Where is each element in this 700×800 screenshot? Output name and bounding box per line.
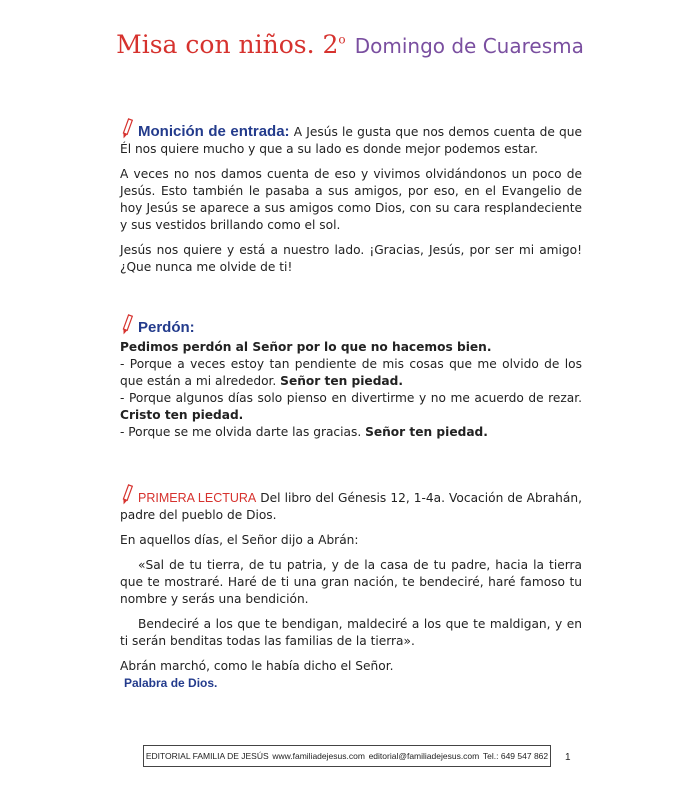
perdon-section	[120, 314, 582, 441]
pencil-icon	[120, 314, 134, 336]
footer-web[interactable]: www.familiadejesus.com	[272, 751, 365, 761]
palabra-de-dios: Palabra de Dios.	[124, 676, 218, 690]
monicion-p3: Jesús nos quiere y está a nuestro lado. ¡Gracias, Jesús, por ser mi amigo! ¿Que nunca me olvide de ti!	[120, 243, 582, 274]
monicion-heading: Monición de entrada:	[138, 123, 290, 140]
monicion-p1: A Jesús le gusta que nos demos cuenta de que Él nos quiere mucho y que a su lado es donde mejor podemos estar.	[120, 125, 582, 156]
lectura-p2: «Sal de tu tierra, de tu patria, y de la casa de tu padre, hacia la tierra que te mostraré. Haré de ti una gran nación, te bendeciré, haré famoso tu nombre y serás una bendición.	[120, 558, 582, 606]
perdon-line-1: - Porque a veces estoy tan pendiente de mis cosas que me olvido de los que están a mi alrededor. Señor ten piedad.	[120, 357, 582, 388]
perdon-line-2: - Porque algunos días solo pienso en divertirme y no me acuerdo de rezar. Cristo ten piedad.	[120, 391, 582, 422]
pencil-icon	[120, 484, 134, 506]
lectura-p3: Bendeciré a los que te bendigan, maldeciré a los que te maldigan, y en ti serán benditas todas las familias de la tierra».	[120, 617, 582, 648]
lectura-heading: PRIMERA LECTURA	[138, 491, 257, 505]
title-main: Misa con niños. 2$^o$	[116, 30, 346, 59]
monicion-section	[120, 118, 582, 284]
pencil-icon	[120, 118, 134, 140]
footer-publisher: EDITORIAL FAMILIA DE JESÚS	[145, 751, 269, 761]
perdon-line-3: - Porque se me olvida darte las gracias. Señor ten piedad.	[120, 425, 488, 439]
page-title	[0, 30, 700, 59]
page-number: 1	[565, 752, 571, 763]
footer-email[interactable]: editorial@familiadejesus.com	[368, 751, 480, 761]
title-sub: Domingo de Cuaresma	[354, 34, 584, 58]
footer-phone: Tel.: 649 547 862	[482, 751, 549, 761]
perdon-heading: Perdón:	[138, 319, 195, 336]
lectura-ref: Del libro del Génesis 12, 1-4a. Vocación de Abrahán, padre del pueblo de Dios.	[120, 491, 582, 522]
perdon-intro: Pedimos perdón al Señor por lo que no hacemos bien.	[120, 340, 492, 354]
footer-box	[143, 745, 551, 767]
lectura-p4: Abrán marchó, como le había dicho el Señor.	[120, 659, 394, 673]
monicion-p2: A veces no nos damos cuenta de eso y vivimos olvidándonos un poco de Jesús. Esto también le pasaba a sus amigos, por eso, en el Evangelio de hoy Jesús se aparece a sus amigos como Dios, con su cara resplandeciente y sus vestidos brillando como el sol.	[120, 167, 582, 232]
lectura-p1: En aquellos días, el Señor dijo a Abrán:	[120, 533, 359, 547]
lectura-section	[120, 484, 582, 692]
